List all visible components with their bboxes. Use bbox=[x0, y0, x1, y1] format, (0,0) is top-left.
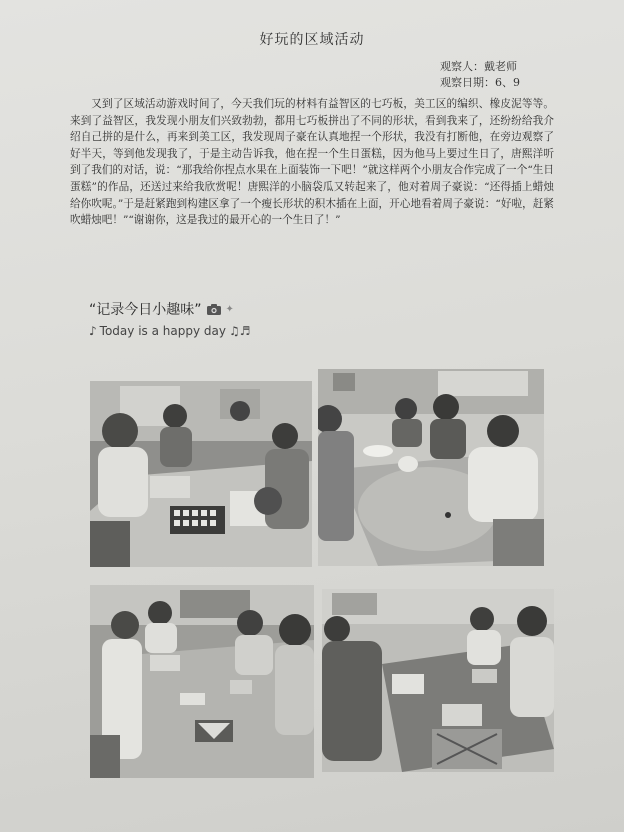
sparkle-icon: ✦ bbox=[225, 303, 234, 315]
observer-label: 观察人：戴老师 bbox=[440, 60, 517, 73]
camera-icon bbox=[206, 303, 222, 315]
section-heading bbox=[89, 299, 234, 319]
observation-date: 观察日期：6、9 bbox=[440, 76, 520, 89]
subheading bbox=[89, 324, 250, 338]
photo-children-puzzle-table bbox=[90, 381, 312, 567]
photo-children-crafts bbox=[322, 589, 554, 772]
section-heading-text: “记录今日小趣味” bbox=[89, 302, 202, 318]
photo-children-tangram bbox=[90, 585, 314, 778]
document-title: 好玩的区域活动 bbox=[259, 32, 365, 48]
music-notes-icon: ♫♬ bbox=[228, 324, 251, 338]
music-note-icon: ♪ bbox=[89, 324, 97, 338]
photo-children-round-table bbox=[318, 369, 544, 566]
observation-body: 又到了区域活动游戏时间了，今天我们玩的材料有益智区的七巧板，美工区的编织、橡皮泥等等。来到了益智区，我发现小朋友们兴致勃勃，都用七巧板拼出了不同的形状，看到我来了，还纷纷给我介绍自己拼的是什么，再来到美工区，我发现周子豪在认真地捏一个形状，我没有打断他，在旁边观察了好半天，等到他发现我了，于是主动告诉我，他在捏一个生日蛋糕，因为他马上要过生日了，唐熙洋听到了我们的对话，说：“那我给你捏点水果在上面装饰一下吧！”就这样两个小朋友合作完成了一个“生日蛋糕”的作品，还送过来给我欣赏呢！唐熙洋的小脑袋瓜又转起来了，他对着周子豪说：“还得插上蜡烛给你吹呢。”于是赶紧跑到构建区拿了一个瘦长形状的积木插在上面，开心地看着周子豪说：“好啦，赶紧吹蜡烛吧！”“谢谢你，这是我过的最开心的一个生日了！” bbox=[70, 98, 554, 227]
subheading-text: Today is a happy day bbox=[99, 324, 226, 338]
